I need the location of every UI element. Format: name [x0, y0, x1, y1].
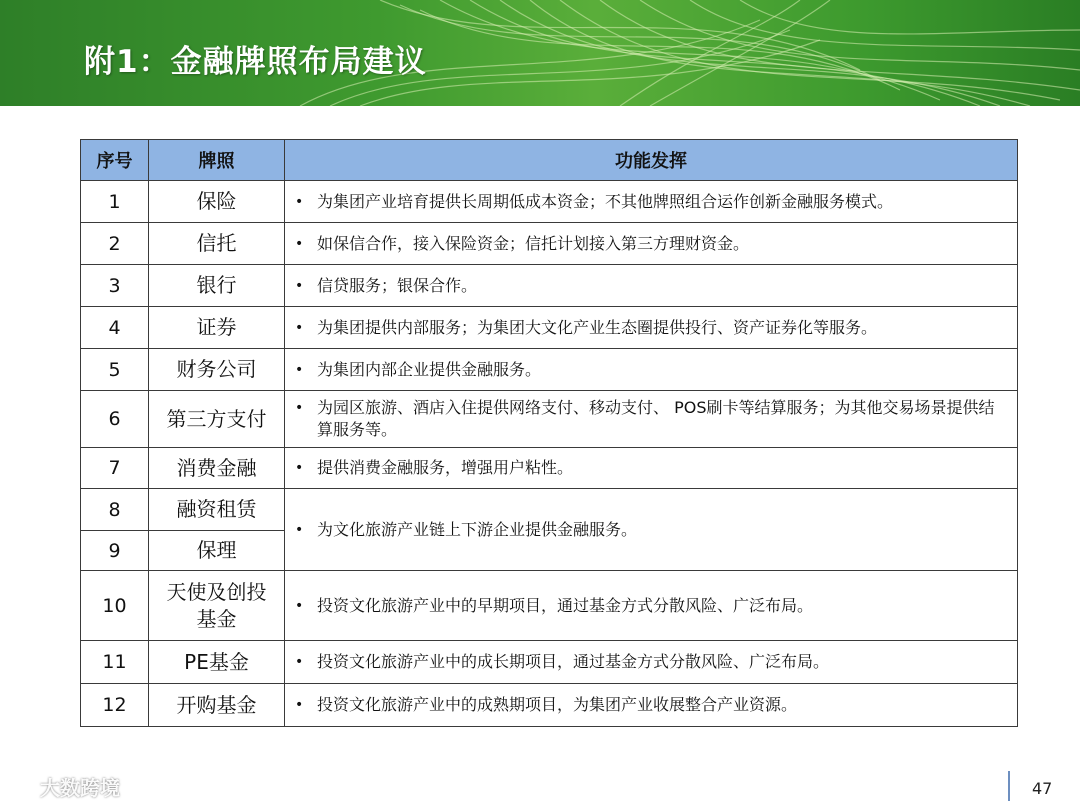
bullet-icon: •	[295, 521, 304, 538]
function-cell	[285, 391, 1018, 448]
function-text: 为园区旅游、酒店入住提供网络支付、移动支付、 POS刷卡等结算服务；为其他交易场景提供结算服务等。	[317, 398, 995, 439]
row-number: 9	[81, 531, 149, 571]
header-function: 功能发挥	[285, 140, 1018, 181]
row-number: 10	[81, 571, 149, 641]
header-license: 牌照	[149, 140, 285, 181]
table-row	[81, 448, 1018, 489]
bullet-icon: •	[295, 361, 304, 378]
row-number: 12	[81, 684, 149, 727]
title-banner	[0, 0, 1080, 106]
license-name: 财务公司	[149, 349, 285, 391]
bullet-icon: •	[295, 597, 304, 614]
function-text: 为文化旅游产业链上下游企业提供金融服务。	[317, 519, 638, 539]
table-row	[81, 571, 1018, 641]
table-row	[81, 684, 1018, 727]
license-name: 开购基金	[149, 684, 285, 727]
watermark-logo-icon	[8, 774, 34, 800]
row-number: 7	[81, 448, 149, 489]
bullet-icon: •	[295, 460, 304, 476]
function-cell	[285, 265, 1018, 307]
function-cell	[285, 641, 1018, 684]
function-text: 如保信合作，接入保险资金；信托计划接入第三方理财资金。	[317, 233, 750, 253]
function-cell	[285, 349, 1018, 391]
header-no: 序号	[81, 140, 149, 181]
license-name: 第三方支付	[149, 391, 285, 448]
row-number: 11	[81, 641, 149, 684]
row-number: 3	[81, 265, 149, 307]
bullet-icon: •	[295, 277, 304, 294]
license-name: 消费金融	[149, 448, 285, 489]
table-header-row	[81, 140, 1018, 181]
bullet-icon: •	[295, 235, 304, 252]
license-name: 证券	[149, 307, 285, 349]
table-row	[81, 181, 1018, 223]
license-name: PE基金	[149, 641, 285, 684]
function-text: 投资文化旅游产业中的成长期项目，通过基金方式分散风险、广泛布局。	[317, 652, 830, 671]
page-title: 附1：金融牌照布局建议	[84, 44, 427, 80]
function-text: 投资文化旅游产业中的早期项目，通过基金方式分散风险、广泛布局。	[317, 595, 814, 615]
table-row	[81, 307, 1018, 349]
bullet-icon: •	[295, 400, 304, 416]
function-text: 提供消费金融服务，增强用户粘性。	[317, 458, 574, 477]
row-number: 4	[81, 307, 149, 349]
row-number: 6	[81, 391, 149, 448]
row-number: 8	[81, 489, 149, 531]
function-cell	[285, 181, 1018, 223]
function-cell	[285, 571, 1018, 641]
license-name-line2: 基金	[196, 606, 237, 631]
function-text: 信贷服务；银保合作。	[317, 275, 478, 295]
license-name: 融资租赁	[149, 489, 285, 531]
function-cell	[285, 684, 1018, 727]
function-cell	[285, 489, 1018, 571]
license-name-line1: 天使及创投	[166, 579, 267, 604]
license-name: 保理	[149, 531, 285, 571]
function-cell	[285, 448, 1018, 489]
function-cell	[285, 307, 1018, 349]
table-row	[81, 489, 1018, 531]
bullet-icon: •	[295, 697, 304, 713]
table-row	[81, 391, 1018, 448]
function-cell	[285, 223, 1018, 265]
license-table	[80, 139, 1018, 727]
function-text: 为集团提供内部服务；为集团大文化产业生态圈提供投行、资产证券化等服务。	[317, 317, 878, 337]
row-number: 2	[81, 223, 149, 265]
page-number: 47	[1032, 779, 1053, 798]
table-row	[81, 223, 1018, 265]
watermark-text: 大数跨境	[40, 776, 120, 800]
table-row	[81, 641, 1018, 684]
footer-divider	[1008, 771, 1010, 801]
bullet-icon: •	[295, 193, 304, 210]
function-text: 为集团内部企业提供金融服务。	[317, 359, 542, 379]
row-number: 1	[81, 181, 149, 223]
license-name: 保险	[149, 181, 285, 223]
bullet-icon: •	[295, 654, 304, 670]
table-row	[81, 349, 1018, 391]
function-text: 投资文化旅游产业中的成熟期项目，为集团产业收展整合产业资源。	[317, 695, 798, 714]
license-name	[149, 571, 285, 641]
row-number: 5	[81, 349, 149, 391]
license-name: 银行	[149, 265, 285, 307]
function-text: 为集团产业培育提供长周期低成本资金；不其他牌照组合运作创新金融服务模式。	[317, 191, 894, 211]
watermark	[8, 772, 120, 801]
license-name: 信托	[149, 223, 285, 265]
table-row	[81, 265, 1018, 307]
bullet-icon: •	[295, 319, 304, 336]
